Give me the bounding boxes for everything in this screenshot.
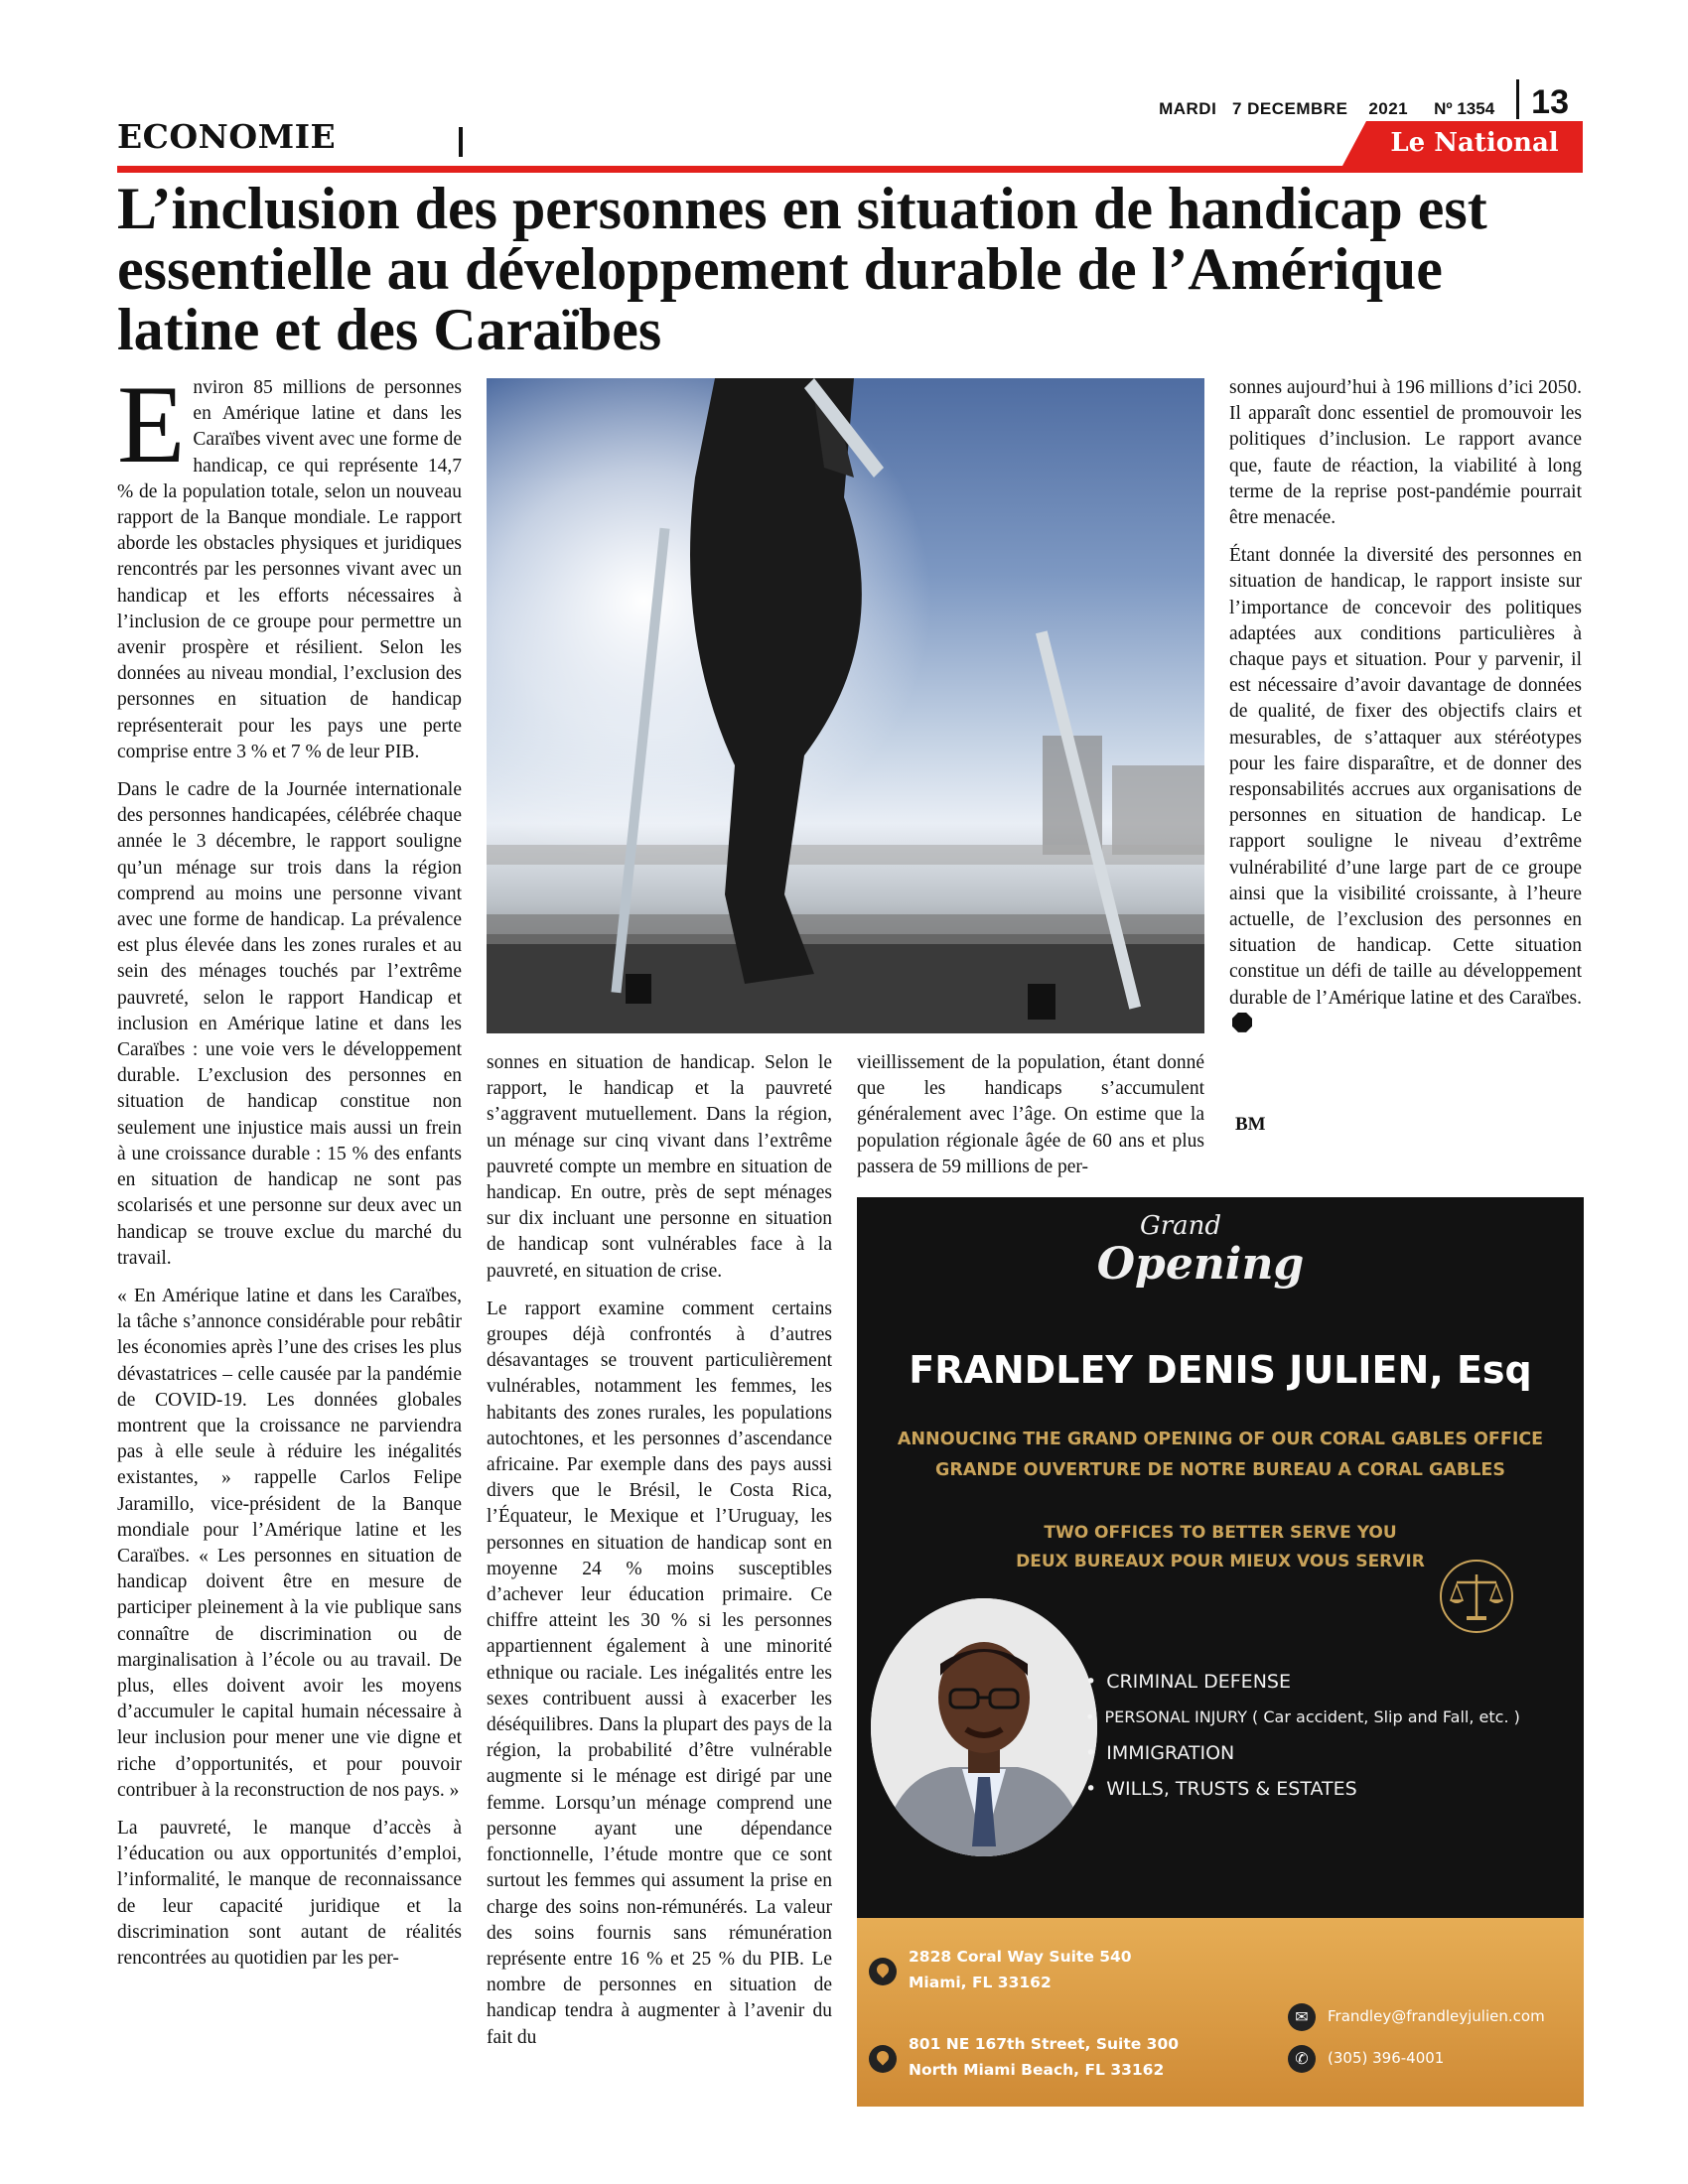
ad-offices-fr: DEUX BUREAUX POUR MIEUX VOUS SERVIR [1016,1552,1425,1571]
article-photo [487,378,1204,1033]
person-icon [871,1598,1097,1856]
paragraph: Environ 85 millions de personnes en Amérique latine et dans les Caraïbes vivent avec une forme de handicap, ce qui représente 14,7 % de la population totale, selon un nouveau rapport de la Banque mondiale. Le rapport aborde les obstacles physiques et juridiques rencontrés par les personnes vivant avec un handicap et les efforts nécessaires à l’inclusion de ce groupe pour permettre un avenir prospère et résilient. Selon les données au niveau mondial, l’exclusion des personnes en situation de handicap représenterait pour les pays une perte comprise entre 3 % et 7 % de leur PIB. [117,363,462,762]
ad-announce-en: ANNOUCING THE GRAND OPENING OF OUR CORAL GABLES OFFICE [897,1430,1544,1449]
location-pin-icon [869,2045,897,2073]
contact-band [857,1918,1584,2107]
ad-firm-name: FRANDLEY DENIS JULIEN, Esq [909,1348,1532,1392]
paragraph: La pauvreté, le manque d’accès à l’éducation ou aux opportunités d’emploi, l’informalité, le manque de reconnaissance de leur capacité juridique et la discrimination sont autant de réalités rencontrées au quotidien par les per- [117,1817,462,1969]
article-column-1 [117,363,462,1983]
paragraph: Le rapport examine comment certains groupes déjà confrontés à d’autres désavantages se trouvent particulièrement vulnérables, notamment les femmes, les habitants des zones rurales, les populations autochtones, et les personnes d’ascendance africaine. Par exemple dans des pays aussi divers que le Brésil, le Costa Rica, l’Équateur, le Mexique et l’Uruguay, les personnes en situation de handicap sont en moyenne 24 % moins susceptibles d’achever leur éducation primaire. Ce chiffre atteint les 30 % si les personnes appartiennent également à une minorité ethnique ou raciale. Les inégalités entre les sexes contribuent aussi à exacerber les déséquilibres. Dans la plupart des pays de la région, la probabilité d’être vulnérable augmente si le ménage est dirigé par une femme. Lorsqu’un ménage comprend une personne ayant une dépendance fonctionnelle, l’étude montre que ce sont surtout les femmes qui assument la prise en charge des soins non-rémunérés. La valeur des soins fournis sans rémunération représente entre 16 % et 25 % du PIB. Le nombre de personnes en situation de handicap tendra à augmenter à l’avenir du fait du [487,1297,832,2048]
ad-grand: Grand [1139,1211,1222,1241]
page-number: 13 [1531,83,1569,121]
paragraph: « En Amérique latine et dans les Caraïbes, la tâche s’annonce considérable pour rebâtir les économies après l’une des crises les plus dévastatrices – celle causée par la pandémie de COVID-19. Les données globales montrent que la croissance ne parviendra pas à elle seule à réduire les inégalités existantes, » rappelle Carlos Felipe Jaramillo, vice-président de la Banque mondiale pour l’Amérique latine et les Caraïbes. « Les personnes en situation de handicap doivent être en mesure de participer pleinement à la vie publique sans connaître de discrimination ou de marginalisation à l’école ou au travail. De plus, elles doivent avoir les moyens d’accumuler le capital humain nécessaire à leur inclusion pour mener une vie digne et riche d’opportunités, et pour pouvoir contribuer à la reconstruction de nos pays. » [117,1285,462,1801]
paragraph: vieillissement de la population, étant donné que les handicaps s’accumulent généralement avec l’âge. On estime que la population régionale âgée de 60 ans et plus passera de 59 millions de per- [857,1052,1204,1177]
paragraph: Dans le cadre de la Journée internationale des personnes handicapées, célébrée chaque année le 3 décembre, le rapport souligne qu’un ménage sur trois dans la région comprend au moins une personne vivant avec une forme de handicap. La prévalence est plus élevée dans les zones rurales et au sein des ménages touchés par l’extrême pauvreté, selon le rapport Handicap et inclusion en Amérique latine et dans les Caraïbes : une voie vers le développement durable. L’exclusion des personnes en situation de handicap constitue non seulement une injustice mais aussi un frein à une croissance durable : 15 % des enfants en situation de handicap ne sont pas scolarisés et une personne sur deux avec un handicap se trouve exclue du marché du travail. [117,779,462,1269]
services-list [1085,1664,1520,1807]
location-pin-icon [869,1958,897,1985]
article-column-3 [857,1050,1204,1192]
issue-date: MARDI 7 DECEMBRE 2021 [1159,99,1409,118]
phone-number[interactable]: (305) 396-4001 [1328,2049,1445,2067]
paragraph: Étant donnée la diversité des personnes en situation de handicap, le rapport insiste sur l’importance de concevoir des politiques adaptées aux conditions particulières à chaque pays et situation. Pour y parvenir, il est nécessaire d’avoir davantage de données de qualité, de fixer des objectifs clairs et mesurables, de s’attaquer aux stéréotypes pour les faire disparaître, et de donner des responsabilités accrues aux organisations de personnes en situation de handicap. Le rapport souligne le niveau d’extrême vulnérabilité d’une large part de ce groupe ainsi que la visibilité croissante, à l’heure actuelle, de l’exclusion des personnes en situation de handicap. Cette situation constitue un défi de taille au développement durable de l’Amérique latine et des Caraïbes. [1229,543,1582,1037]
issue-number: Nº 1354 [1434,99,1495,118]
crutches-photo-icon [487,378,1204,1033]
paragraph: sonnes aujourd’hui à 196 millions d’ici 2050. Il apparaît donc essentiel de promouvoir les politiques d’inclusion. Le rapport avance que, faute de réaction, la viabilité à long terme de la reprise post-pandémie pourrait être menacée. [1229,377,1582,529]
folio [1159,79,1569,119]
address-1: 2828 Coral Way Suite 540 Miami, FL 33162 [909,1948,1132,1991]
ad-offices-en: TWO OFFICES TO BETTER SERVE YOU [1044,1523,1397,1543]
service-item: • IMMIGRATION [1085,1735,1520,1771]
email-icon: ✉ [1288,2003,1316,2031]
advertisement [857,1197,1584,2107]
service-item: • CRIMINAL DEFENSE [1085,1664,1520,1700]
brand-name: Le National [1390,128,1559,158]
folio-divider [1516,79,1519,119]
author-signature: BM [1235,1114,1266,1135]
drop-cap: E [117,363,186,486]
header-rule [117,166,1583,173]
service-item: • WILLS, TRUSTS & ESTATES [1085,1771,1520,1807]
ad-opening: Opening [1096,1239,1305,1290]
article-column-4 [1229,375,1582,1049]
service-item: • PERSONAL INJURY ( Car accident, Slip and Fall, etc. ) [1085,1700,1520,1735]
end-mark-icon [1232,1013,1252,1032]
article-column-2 [487,1050,832,2063]
address-2: 801 NE 167th Street, Suite 300 North Miami Beach, FL 33162 [909,2035,1180,2079]
paragraph: sonnes en situation de handicap. Selon le rapport, le handicap et la pauvreté s’aggravent mutuellement. Dans la région, un ménage sur cinq vivant dans l’extrême pauvreté compte un membre en situation de handicap. En outre, près de sept ménages sur dix incluant une personne en situation de handicap sont vulnérables face à la pauvreté, en situation de crise. [487,1052,832,1282]
attorney-portrait [871,1598,1097,1856]
headline: L’inclusion des personnes en situation de handicap est essentielle au développement durable de l’Amérique latine et des Caraïbes [117,176,1487,362]
scales-of-justice-icon [1437,1557,1516,1636]
email-address[interactable]: Frandley@frandleyjulien.com [1328,2007,1545,2025]
phone-icon: ✆ [1288,2045,1316,2073]
section-title: ECONOMIE [117,117,337,156]
section-divider [459,127,463,157]
ad-announce-fr: GRANDE OUVERTURE DE NOTRE BUREAU A CORAL GABLES [935,1460,1505,1480]
